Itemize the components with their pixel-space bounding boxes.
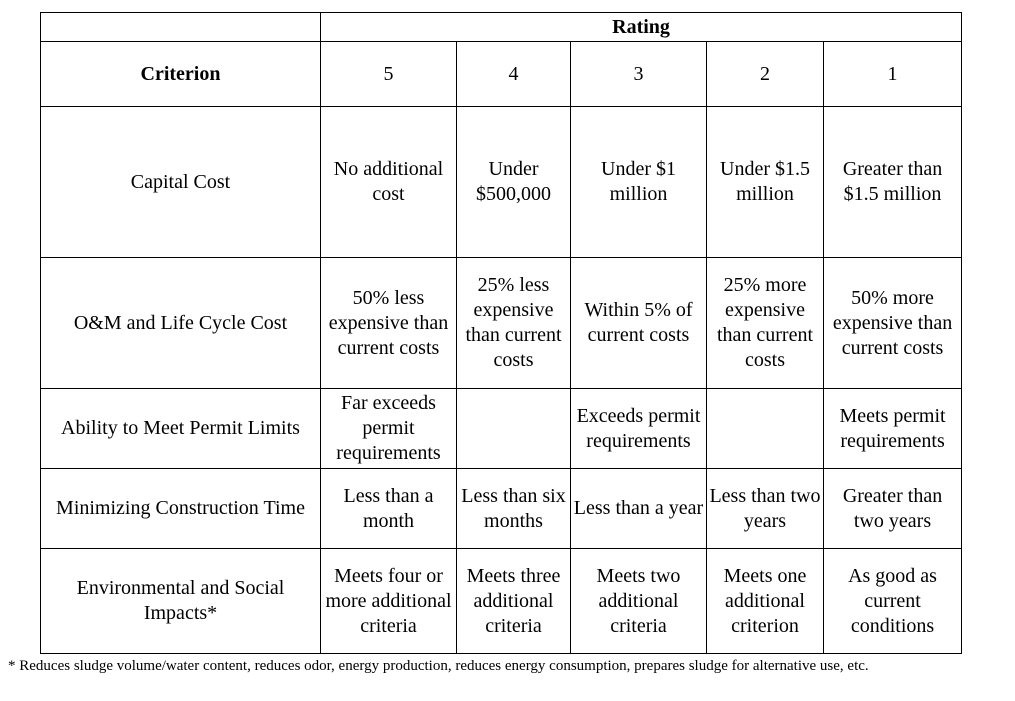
table-cell: Less than two years (707, 469, 824, 549)
table-cell: 25% less expensive than current costs (457, 258, 571, 389)
rating-level-3: 3 (571, 42, 707, 107)
table-row (41, 389, 962, 469)
table-row (41, 549, 962, 654)
table-header-row-top (41, 13, 962, 42)
table-cell: Far exceeds permit requirements (321, 389, 457, 469)
table-cell: Meets four or more additional criteria (321, 549, 457, 654)
table-cell (457, 389, 571, 469)
criterion-header: Criterion (41, 42, 321, 107)
footnote: * Reduces sludge volume/water content, reduces odor, energy production, reduces energy consumption, prepares sludge for alternative use, etc. (8, 658, 869, 674)
table-cell: Meets permit requirements (824, 389, 962, 469)
table-cell: Under $500,000 (457, 107, 571, 258)
table-cell: No additional cost (321, 107, 457, 258)
table-header-row (41, 42, 962, 107)
table-cell: 25% more expensive than current costs (707, 258, 824, 389)
table-cell: Greater than $1.5 million (824, 107, 962, 258)
table-cell (707, 389, 824, 469)
table-cell: 50% less expensive than current costs (321, 258, 457, 389)
table-cell: Under $1.5 million (707, 107, 824, 258)
table-cell: Greater than two years (824, 469, 962, 549)
table-row (41, 469, 962, 549)
criterion-cell: Ability to Meet Permit Limits (41, 389, 321, 469)
table-cell: Less than six months (457, 469, 571, 549)
criterion-cell: Environmental and Social Impacts* (41, 549, 321, 654)
rating-level-1: 1 (824, 42, 962, 107)
table-cell: Within 5% of current costs (571, 258, 707, 389)
table-cell: Under $1 million (571, 107, 707, 258)
rating-level-4: 4 (457, 42, 571, 107)
table-row (41, 107, 962, 258)
rating-header: Rating (321, 13, 962, 42)
rating-level-2: 2 (707, 42, 824, 107)
table-cell: Meets two additional criteria (571, 549, 707, 654)
table-cell: Less than a year (571, 469, 707, 549)
rating-level-5: 5 (321, 42, 457, 107)
empty-corner-cell (41, 13, 321, 42)
table-cell: 50% more expensive than current costs (824, 258, 962, 389)
criterion-cell: O&M and Life Cycle Cost (41, 258, 321, 389)
table-cell: Less than a month (321, 469, 457, 549)
criterion-cell: Minimizing Construction Time (41, 469, 321, 549)
table-cell: Meets three additional criteria (457, 549, 571, 654)
table-cell: As good as current conditions (824, 549, 962, 654)
table-cell: Exceeds permit requirements (571, 389, 707, 469)
rating-criteria-table (40, 12, 962, 654)
criterion-cell: Capital Cost (41, 107, 321, 258)
table-cell: Meets one additional criterion (707, 549, 824, 654)
table-row (41, 258, 962, 389)
